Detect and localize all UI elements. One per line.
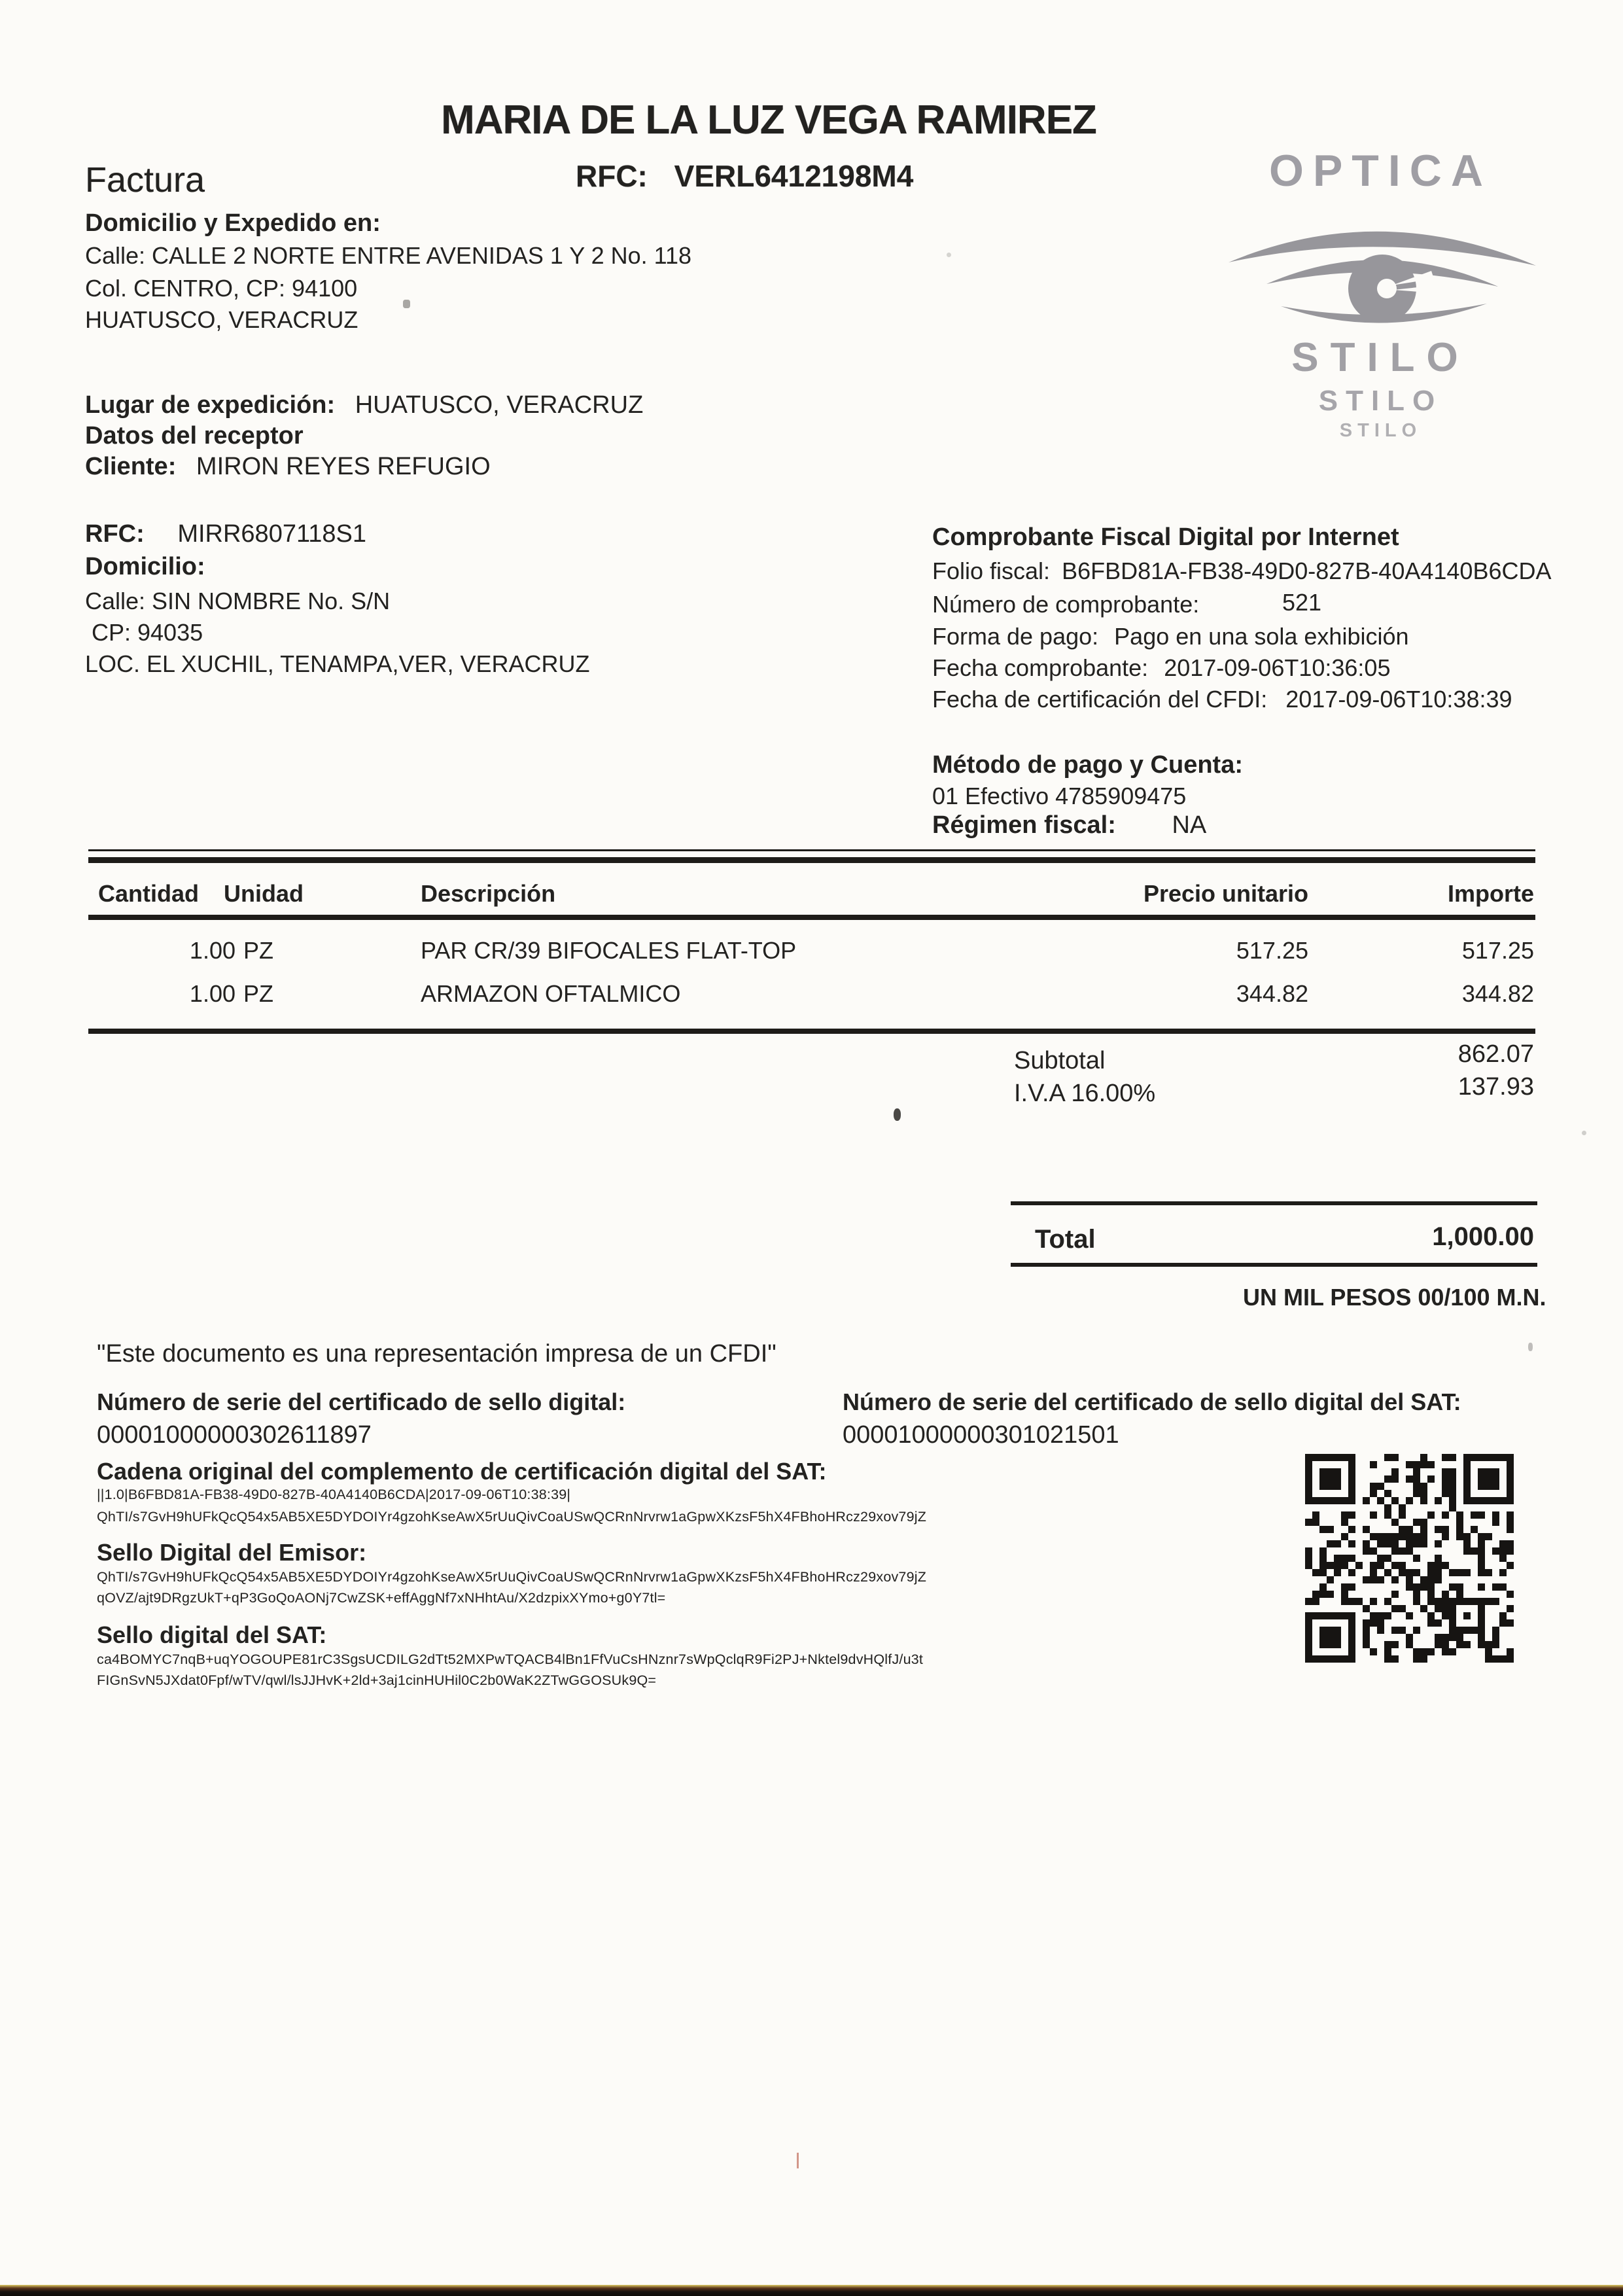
col-header-unit: Unidad — [224, 880, 304, 907]
payment-method-value: 01 Efectivo 4785909475 — [932, 783, 1187, 809]
receptor-heading: Datos del receptor — [85, 422, 304, 450]
client-line — [85, 453, 491, 481]
col-header-price: Precio unitario — [1143, 880, 1308, 907]
client-value: MIRON REYES REFUGIO — [196, 453, 491, 480]
cfdi-payment-form-label: Forma de pago: — [932, 623, 1099, 650]
cfdi-cert-date-line — [932, 686, 1512, 713]
sello-emisor-label: Sello Digital del Emisor: — [97, 1539, 367, 1566]
cfdi-date-line — [932, 654, 1390, 682]
cfdi-folio-line — [932, 557, 1551, 585]
row-amount: 517.25 — [1461, 937, 1534, 964]
row-unit: PZ — [243, 980, 274, 1007]
row-price: 344.82 — [1236, 980, 1308, 1007]
row-qty: 1.00 — [189, 937, 236, 964]
subtotal-value: 862.07 — [1457, 1040, 1534, 1068]
emitter-address-line2: Col. CENTRO, CP: 94100 — [85, 275, 358, 302]
emitter-rfc-label: RFC: — [576, 159, 648, 193]
receptor-rfc-line — [85, 520, 366, 548]
table-top-rule-thin — [88, 849, 1535, 851]
issue-place-line — [85, 391, 643, 419]
sello-emisor-line2: qOVZ/ajt9DRgzUkT+qP3GoQoAONj7CwZSK+effAggNf7xNHhtAu/X2dzpixXYmo+g0Y7tl= — [97, 1590, 666, 1606]
emitter-cert-serial-value: 00001000000302611897 — [97, 1421, 372, 1449]
emitter-name-title: MARIA DE LA LUZ VEGA RAMIREZ — [441, 97, 1096, 143]
logo-brand-text: OPTICA — [1269, 146, 1492, 196]
total-bottom-rule — [1011, 1263, 1537, 1267]
cfdi-date-value: 2017-09-06T10:36:05 — [1164, 654, 1391, 681]
row-unit: PZ — [243, 937, 274, 964]
optica-stilo-logo — [1215, 145, 1546, 442]
sat-cert-serial-label: Número de serie del certificado de sello digital del SAT: — [843, 1388, 1461, 1415]
logo-wordmark-medium: STILO — [1318, 385, 1443, 417]
scan-speck — [1582, 1131, 1586, 1135]
scan-speck — [894, 1108, 901, 1121]
client-label: Cliente: — [85, 453, 177, 480]
sello-sat-line1: ca4BOMYC7nqB+uqYOGOUPE81rC3SgsUCDILG2dTt52MXPwTQACB4lBn1FfVuCsHNznr7sWpQclqR9Fi2PJ+Nktel9dvHQlfJ/u3t — [97, 1651, 924, 1667]
scan-edge-bar — [0, 2285, 1623, 2296]
row-price: 517.25 — [1236, 937, 1308, 964]
sello-emisor-line1: QhTI/s7GvH9hUFkQcQ54x5AB5XE5DYDOIYr4gzohKseAwX5rUuQivCoaUSwQCRnNrvrw1aGpwXKzsF5hX4FBhoHRcz29xov79jZ — [97, 1569, 927, 1585]
cfdi-date-label: Fecha comprobante: — [932, 654, 1149, 681]
emitter-address-heading: Domicilio y Expedido en: — [85, 209, 381, 237]
receptor-rfc-value: MIRR6807118S1 — [177, 520, 367, 548]
table-bottom-rule — [88, 1029, 1535, 1034]
cfdi-number-value: 521 — [1282, 589, 1322, 616]
cfdi-number-label: Número de comprobante: — [932, 591, 1200, 618]
emitter-rfc-value: VERL6412198M4 — [674, 159, 914, 193]
eye-icon — [1215, 194, 1546, 334]
table-header-rule — [88, 915, 1535, 920]
cfdi-folio-label: Folio fiscal: — [932, 557, 1051, 584]
receptor-postal-code: CP: 94035 — [92, 619, 203, 646]
logo-wordmark-large: STILO — [1291, 335, 1470, 380]
cfdi-payment-form-line — [932, 623, 1409, 650]
cfdi-printed-notice: "Este documento es una representación impresa de un CFDI" — [97, 1340, 777, 1368]
row-qty: 1.00 — [189, 980, 236, 1007]
emitter-address-line3: HUATUSCO, VERACRUZ — [85, 306, 358, 333]
scan-speck — [947, 253, 951, 257]
cfdi-heading: Comprobante Fiscal Digital por Internet — [932, 523, 1399, 551]
cfdi-cert-date-value: 2017-09-06T10:38:39 — [1285, 686, 1512, 713]
cadena-original-line1: ||1.0|B6FBD81A-FB38-49D0-827B-40A4140B6CDA|2017-09-06T10:38:39| — [97, 1487, 571, 1502]
cfdi-cert-date-label: Fecha de certificación del CFDI: — [932, 686, 1268, 713]
scan-line-artifact — [797, 2153, 799, 2168]
document-type-title: Factura — [85, 160, 205, 200]
fiscal-regime-label: Régimen fiscal: — [932, 811, 1116, 839]
emitter-rfc-line — [576, 158, 913, 194]
receptor-address-label: Domicilio: — [85, 553, 205, 580]
emitter-address-line1: Calle: CALLE 2 NORTE ENTRE AVENIDAS 1 Y 2 No. 118 — [85, 242, 692, 269]
sello-sat-label: Sello digital del SAT: — [97, 1621, 327, 1648]
issue-place-value: HUATUSCO, VERACRUZ — [355, 391, 644, 419]
scan-speck — [403, 300, 410, 308]
row-amount: 344.82 — [1461, 980, 1534, 1007]
fiscal-regime-line — [932, 811, 1206, 839]
scan-speck — [1528, 1343, 1533, 1351]
col-header-qty: Cantidad — [98, 880, 200, 907]
cfdi-folio-value: B6FBD81A-FB38-49D0-827B-40A4140B6CDA — [1062, 557, 1552, 584]
iva-value: 137.93 — [1457, 1073, 1534, 1101]
cadena-original-label: Cadena original del complemento de certificación digital del SAT: — [97, 1458, 827, 1485]
row-desc: PAR CR/39 BIFOCALES FLAT-TOP — [421, 937, 797, 964]
qr-code — [1305, 1454, 1514, 1663]
receptor-street: Calle: SIN NOMBRE No. S/N — [85, 588, 391, 614]
amount-in-words: UN MIL PESOS 00/100 M.N. — [1243, 1284, 1546, 1311]
issue-place-label: Lugar de expedición: — [85, 391, 336, 419]
iva-label: I.V.A 16.00% — [1014, 1080, 1156, 1107]
fiscal-regime-value: NA — [1172, 811, 1207, 839]
total-label: Total — [1035, 1225, 1096, 1254]
cfdi-payment-form-value: Pago en una sola exhibición — [1114, 623, 1409, 650]
col-header-desc: Descripción — [421, 880, 556, 907]
payment-method-heading: Método de pago y Cuenta: — [932, 751, 1243, 779]
emitter-cert-serial-label: Número de serie del certificado de sello digital: — [97, 1388, 626, 1415]
receptor-rfc-label: RFC: — [85, 520, 145, 548]
logo-wordmark-small: STILO — [1339, 420, 1422, 441]
sello-sat-line2: FIGnSvN5JXdat0Fpf/wTV/qwl/lsJJHvK+2ld+3aj1cinHUHil0C2b0WaK2ZTwGGOSUk9Q= — [97, 1672, 657, 1688]
table-top-rule — [88, 857, 1535, 863]
col-header-amount: Importe — [1447, 880, 1534, 907]
subtotal-label: Subtotal — [1014, 1047, 1106, 1074]
sat-cert-serial-value: 00001000000301021501 — [843, 1421, 1119, 1449]
total-value: 1,000.00 — [1432, 1222, 1534, 1251]
receptor-locality: LOC. EL XUCHIL, TENAMPA,VER, VERACRUZ — [85, 650, 590, 677]
cadena-original-line2: QhTI/s7GvH9hUFkQcQ54x5AB5XE5DYDOIYr4gzohKseAwX5rUuQivCoaUSwQCRnNrvrw1aGpwXKzsF5hX4FBhoHRcz29xov79jZ — [97, 1509, 927, 1525]
row-desc: ARMAZON OFTALMICO — [421, 980, 681, 1007]
total-top-rule — [1011, 1201, 1537, 1205]
